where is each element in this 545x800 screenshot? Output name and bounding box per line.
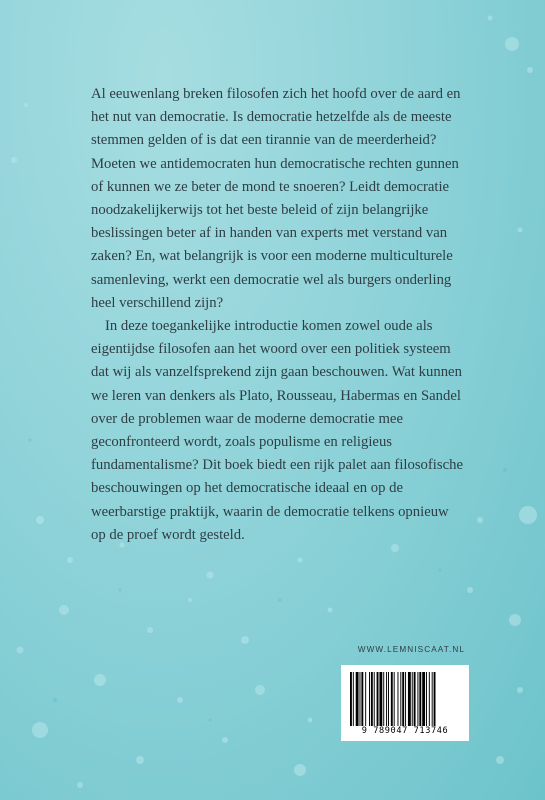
barcode-bar — [417, 672, 418, 726]
barcode-bar — [429, 672, 430, 726]
barcode-bar — [419, 672, 421, 726]
blurb-paragraph-2: In deze toegankelijke introductie komen zowel oude als eigentijdse filosofen aan het woord over een politiek systeem dat wij als vanzelfsprekend zijn gaan beschouwen. Wat kunnen we leren van denkers als Plato, Rousseau, Habermas en Sandel over de problemen waar de moderne democratie mee geconfronteerd wordt, zoals populisme en religieus fundamentalisme? Dit boek biedt een rijk palet aan filosofische beschouwingen op het democratische ideaal en op de weerbarstige praktijk, waarin de democratie telkens opnieuw op de proef wordt gesteld. — [91, 318, 463, 543]
barcode-bar — [386, 672, 387, 726]
barcode-bar — [356, 672, 359, 726]
barcode-bar — [365, 672, 366, 726]
barcode-bar — [374, 672, 375, 726]
barcode-bar — [405, 672, 406, 726]
barcode-bar — [414, 672, 416, 726]
blurb-paragraph-1: Al eeuwenlang breken filosofen zich het hoofd over de aard en het nut van democratie. Is democratie hetzelfde als de meeste stemmen gelden of is dat een tirannie van de meerderheid? Moeten we antidemocraten hun democratische rechten gunnen of kunnen we ze beter de mond te snoeren? Leidt democratie noodzakelijkerwijs tot het beste beleid of zijn belangrijke beslissingen beter af in handen van experts met verstand van zaken? En, wat belangrijk is voor een moderne multiculturele samenleving, werkt een democratie wel als burgers onderling heel verschillend zijn? — [91, 86, 461, 311]
barcode-bar — [369, 672, 370, 726]
barcode-bar — [371, 672, 373, 726]
barcode-bar — [361, 672, 363, 726]
barcode-bar — [394, 672, 395, 726]
barcode-bars — [350, 672, 462, 726]
barcode-bar — [432, 672, 433, 726]
back-cover-blurb — [91, 83, 463, 547]
barcode-bar — [360, 672, 361, 726]
barcode-bar — [434, 672, 436, 726]
barcode-bar — [383, 672, 384, 726]
barcode-bar — [422, 672, 425, 726]
barcode-bar — [350, 672, 352, 726]
barcode-bar — [402, 672, 404, 726]
isbn-barcode — [341, 665, 469, 741]
barcode-bar — [398, 672, 399, 726]
barcode-bar — [379, 672, 382, 726]
barcode-bar — [388, 672, 389, 726]
barcode-bar — [408, 672, 411, 726]
isbn-number: 9 789047 713746 — [361, 726, 449, 736]
barcode-bar — [391, 672, 393, 726]
barcode-bar — [353, 672, 354, 726]
barcode-bar — [426, 672, 427, 726]
barcode-bar — [412, 672, 413, 726]
publisher-url[interactable]: WWW.LEMNISCAAT.NL — [357, 645, 465, 654]
barcode-bar — [377, 672, 379, 726]
barcode-bar — [400, 672, 401, 726]
